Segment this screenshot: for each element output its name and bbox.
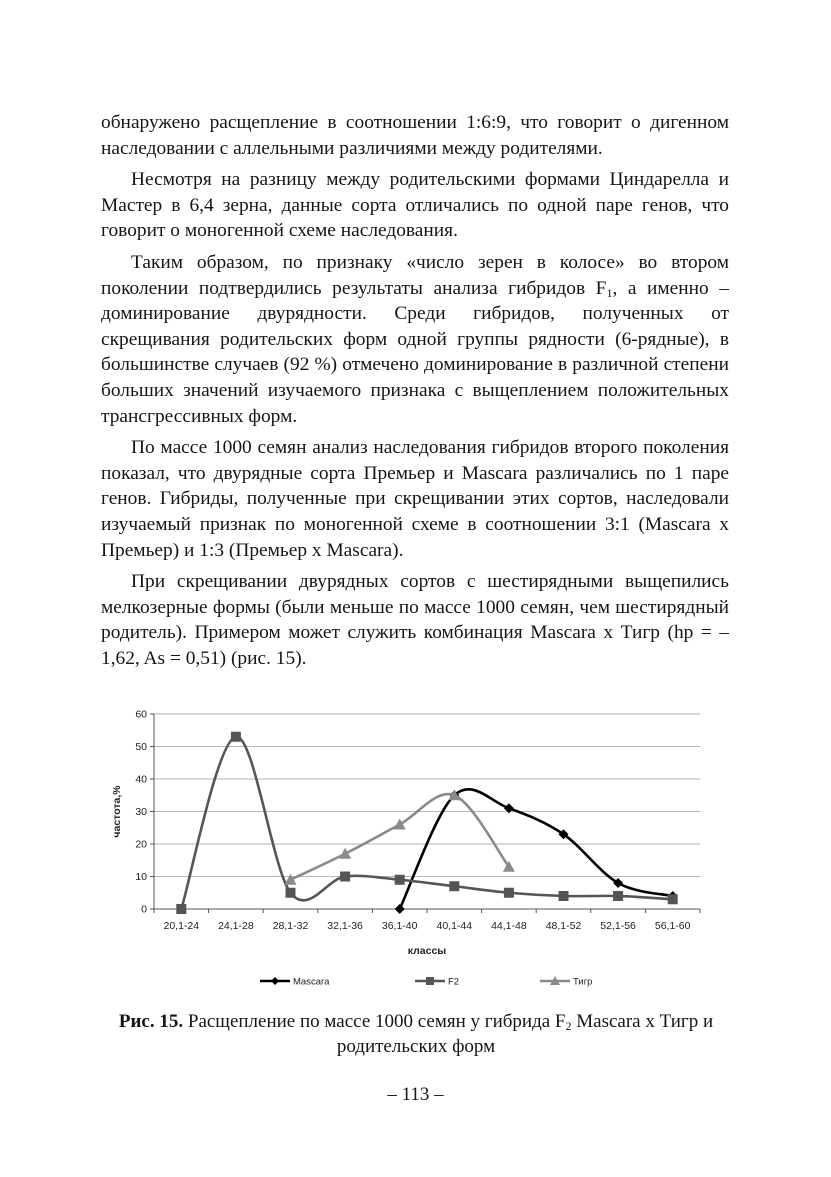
- y-tick-label-5: 50: [135, 741, 147, 753]
- y-tick-label-0: 0: [141, 903, 147, 916]
- paragraph-3-subscript: 1: [606, 285, 613, 300]
- x-tick-label-6: 44,1-48: [491, 920, 527, 932]
- x-tick-label-9: 56,1-60: [654, 920, 691, 932]
- paragraph-3-end: , а именно – доминирование двурядности. Среди гибридов, полученных от скрещивания родительских форм одной группы рядности (6-рядные), в большинстве случаев (92 %) отмечено доминирование в различной степени больших значений изучаемого признака с выщеплением положительных трансгрессивных форм.: [101, 277, 729, 427]
- paragraph-2: Несмотря на разницу между родительскими формами Циндарелла и Мастер в 6,4 зерна, данные сорта отличались по одной паре генов, что говорит о моногенной схеме наследования.: [101, 169, 729, 242]
- chart-svg: [100, 702, 720, 1002]
- page-number: – 113 –: [387, 1084, 444, 1105]
- figure-chart: [100, 702, 720, 1002]
- caption-text-end: Mascara х Тигр и родительских форм: [336, 1011, 714, 1057]
- x-axis-title: классы: [407, 945, 447, 957]
- legend-marker-Mascara: [271, 977, 279, 985]
- legend-marker-F2: [426, 977, 434, 985]
- caption-text-start: Расщепление по массе 1000 семян у гибрида F: [183, 1011, 566, 1032]
- series-line-Mascara: [400, 789, 673, 909]
- point-F2-28,1-32: [286, 888, 296, 898]
- x-tick-label-3: 32,1-36: [327, 920, 363, 932]
- x-tick-label-0: 20,1-24: [163, 920, 200, 932]
- paragraph-5: При скрещивании двурядных сортов с шестирядными выщепились мелкозерные формы (были меньше по массе 1000 семян, чем шестирядный родитель). Примером может служить комбинация Mascara х Тигр (hp = –1,62, As = 0,51) (рис. 15).: [101, 571, 729, 669]
- x-tick-label-4: 36,1-40: [381, 920, 418, 932]
- point-F2-56,1-60: [668, 894, 678, 904]
- point-F2-24,1-28: [231, 732, 241, 742]
- legend-label-F2: F2: [448, 976, 460, 988]
- y-tick-label-2: 20: [135, 838, 147, 851]
- point-F2-44,1-48: [504, 888, 514, 898]
- x-tick-label-8: 52,1-56: [600, 920, 636, 932]
- series-line-Тигр: [291, 794, 509, 880]
- point-F2-36,1-40: [395, 875, 405, 885]
- x-tick-label-7: 48,1-52: [545, 920, 582, 932]
- y-tick-label-4: 40: [135, 773, 147, 786]
- point-F2-48,1-52: [559, 891, 569, 901]
- point-Тигр-32,1-36: [339, 848, 351, 859]
- caption-label: Рис. 15.: [118, 1011, 184, 1032]
- series-line-F2: [181, 737, 672, 909]
- point-Тигр-36,1-40: [394, 819, 406, 830]
- paragraph-3: [101, 250, 729, 429]
- point-F2-40,1-44: [449, 881, 459, 891]
- body-text: [101, 110, 729, 677]
- point-Mascara-36,1-40: [395, 904, 405, 914]
- y-tick-label-3: 30: [135, 806, 147, 818]
- y-tick-label-1: 10: [135, 871, 147, 883]
- x-tick-label-2: 28,1-32: [272, 920, 309, 932]
- paragraph-3-start: Таким образом, по признаку «число зерен в колосе» во втором поколении подтвердились результаты анализа гибридов F: [101, 251, 729, 299]
- y-axis-title: частота,%: [111, 785, 123, 838]
- legend-label-Mascara: Mascara: [293, 976, 330, 988]
- x-tick-label-5: 40,1-44: [436, 920, 473, 932]
- caption-subscript: 2: [565, 1019, 572, 1033]
- x-tick-label-1: 24,1-28: [218, 920, 254, 932]
- y-tick-label-6: 60: [135, 708, 147, 721]
- point-Тигр-28,1-32: [285, 874, 297, 885]
- paragraph-4: По массе 1000 семян анализ наследования гибридов второго поколения показал, что двурядные сорта Премьер и Mascara различались по 1 паре генов. Гибриды, полученные при скрещивании этих сортов, наследовали изучаемый признак по моногенной схеме в соотношении 3:1 (Mascara х Премьер) и 1:3 (Премьер х Mascara).: [101, 437, 729, 561]
- point-F2-32,1-36: [340, 872, 350, 882]
- figure-caption: [100, 1009, 732, 1059]
- point-F2-20,1-24: [176, 904, 186, 914]
- paragraph-1: обнаружено расщепление в соотношении 1:6:9, что говорит о дигенном наследовании с аллельными различиями между родителями.: [101, 112, 729, 159]
- point-F2-52,1-56: [613, 891, 623, 901]
- legend-label-Тигр: Тигр: [573, 976, 593, 988]
